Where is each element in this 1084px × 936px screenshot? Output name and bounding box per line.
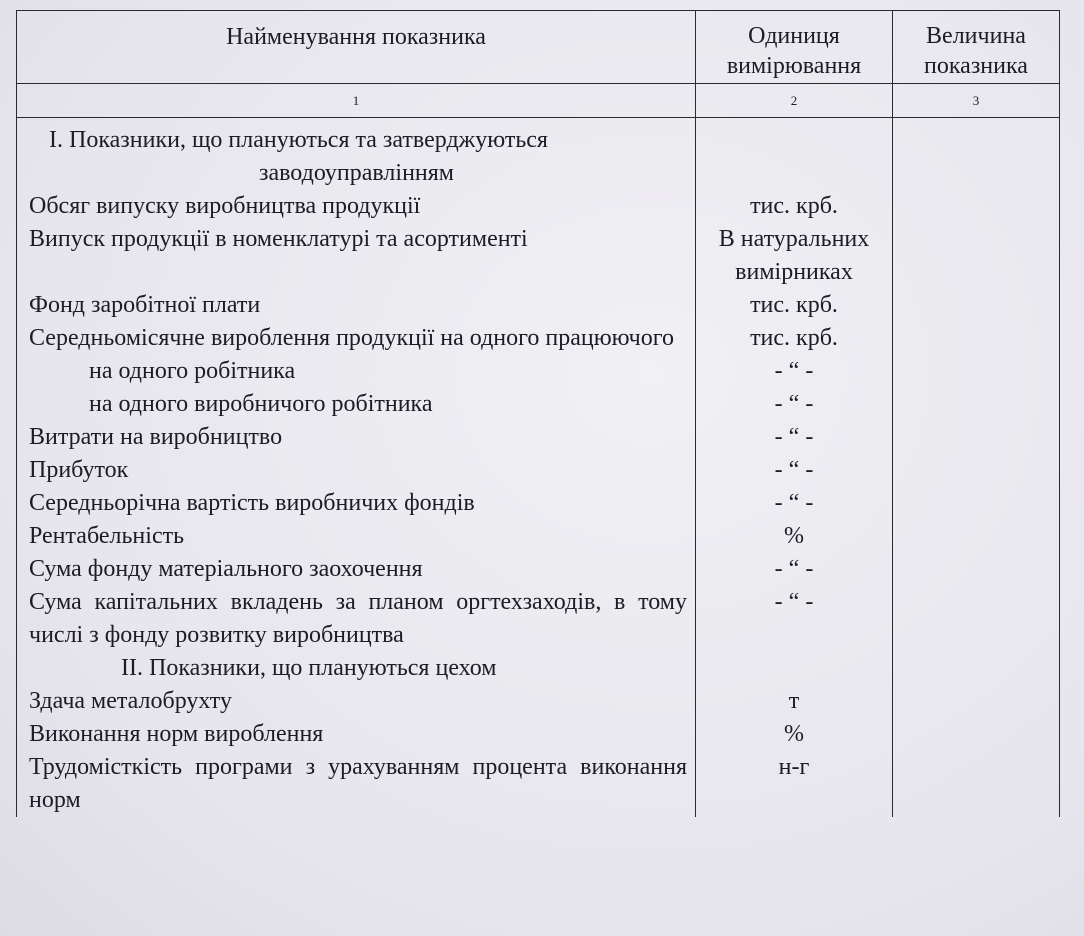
indicator-name: Рентабельність <box>17 520 696 553</box>
table-row <box>17 718 1060 751</box>
table-row <box>17 223 1060 289</box>
section-1-heading-row <box>17 118 1060 191</box>
indicator-value <box>893 322 1060 355</box>
column-number-row <box>17 84 1060 118</box>
table-row <box>17 388 1060 421</box>
indicator-value <box>893 586 1060 652</box>
column-number-2: 2 <box>696 84 893 118</box>
indicator-value <box>893 454 1060 487</box>
table-row <box>17 553 1060 586</box>
indicator-unit: - “ - <box>696 421 893 454</box>
indicator-unit: тис. крб. <box>696 190 893 223</box>
indicator-name: Трудомісткість програми з урахуванням процента виконання норм <box>17 751 696 817</box>
indicator-unit: - “ - <box>696 388 893 421</box>
indicator-name: на одного робітника <box>17 355 696 388</box>
table-row <box>17 454 1060 487</box>
indicator-name: Фонд заробітної плати <box>17 289 696 322</box>
indicator-value <box>893 289 1060 322</box>
indicator-name: Випуск продукції в номенклатурі та асортименті <box>17 223 696 289</box>
indicator-unit: - “ - <box>696 553 893 586</box>
indicator-value <box>893 355 1060 388</box>
indicator-value <box>893 520 1060 553</box>
table-row <box>17 487 1060 520</box>
indicator-name: Середньомісячне вироблення продукції на одного працюючого <box>17 322 696 355</box>
indicator-value <box>893 685 1060 718</box>
indicator-unit: - “ - <box>696 454 893 487</box>
section-2-heading-row <box>17 652 1060 685</box>
indicator-unit: - “ - <box>696 487 893 520</box>
indicator-value <box>893 751 1060 817</box>
indicator-value <box>893 190 1060 223</box>
table-row <box>17 586 1060 652</box>
indicator-unit: н-г <box>696 751 893 817</box>
indicator-value <box>893 388 1060 421</box>
table-row <box>17 520 1060 553</box>
indicator-name: Обсяг випуску виробництва продукції <box>17 190 696 223</box>
table-header-row <box>17 11 1060 84</box>
table-row <box>17 190 1060 223</box>
indicator-name: на одного виробничого робітника <box>17 388 696 421</box>
indicator-name: Виконання норм вироблення <box>17 718 696 751</box>
table-row <box>17 685 1060 718</box>
indicator-unit: - “ - <box>696 586 893 652</box>
table-row <box>17 421 1060 454</box>
indicator-unit: тис. крб. <box>696 289 893 322</box>
table-row <box>17 751 1060 817</box>
table-row <box>17 355 1060 388</box>
indicator-unit: т <box>696 685 893 718</box>
indicator-unit: В натуральних вимірниках <box>696 223 893 289</box>
indicator-unit: - “ - <box>696 355 893 388</box>
column-number-3: 3 <box>893 84 1060 118</box>
section-1-heading-line2: заводоуправлінням <box>259 160 454 186</box>
table-row <box>17 322 1060 355</box>
indicator-name: Здача металобрухту <box>17 685 696 718</box>
header-indicator-name: Найменування показника <box>17 11 696 84</box>
section-1-heading-line1: І. Показники, що плануються та затверджуються <box>49 127 548 153</box>
indicator-unit: тис. крб. <box>696 322 893 355</box>
section-2-heading: ІІ. Показники, що плануються цехом <box>17 652 696 685</box>
header-value: Величина показника <box>893 11 1060 84</box>
indicator-unit: % <box>696 520 893 553</box>
indicator-name: Середньорічна вартість виробничих фондів <box>17 487 696 520</box>
indicator-unit: % <box>696 718 893 751</box>
indicator-value <box>893 487 1060 520</box>
indicators-table <box>16 10 1060 817</box>
indicator-value <box>893 421 1060 454</box>
section-1-heading <box>17 118 696 191</box>
column-number-1: 1 <box>17 84 696 118</box>
indicator-name: Сума фонду матеріального заохочення <box>17 553 696 586</box>
indicator-value <box>893 223 1060 289</box>
indicator-name: Прибуток <box>17 454 696 487</box>
table-row <box>17 289 1060 322</box>
header-unit: Одиниця вимірювання <box>696 11 893 84</box>
indicator-name: Витрати на виробництво <box>17 421 696 454</box>
indicator-name: Сума капітальних вкладень за планом оргтехзаходів, в тому числі з фонду розвитку виробництва <box>17 586 696 652</box>
indicator-value <box>893 553 1060 586</box>
indicator-value <box>893 718 1060 751</box>
